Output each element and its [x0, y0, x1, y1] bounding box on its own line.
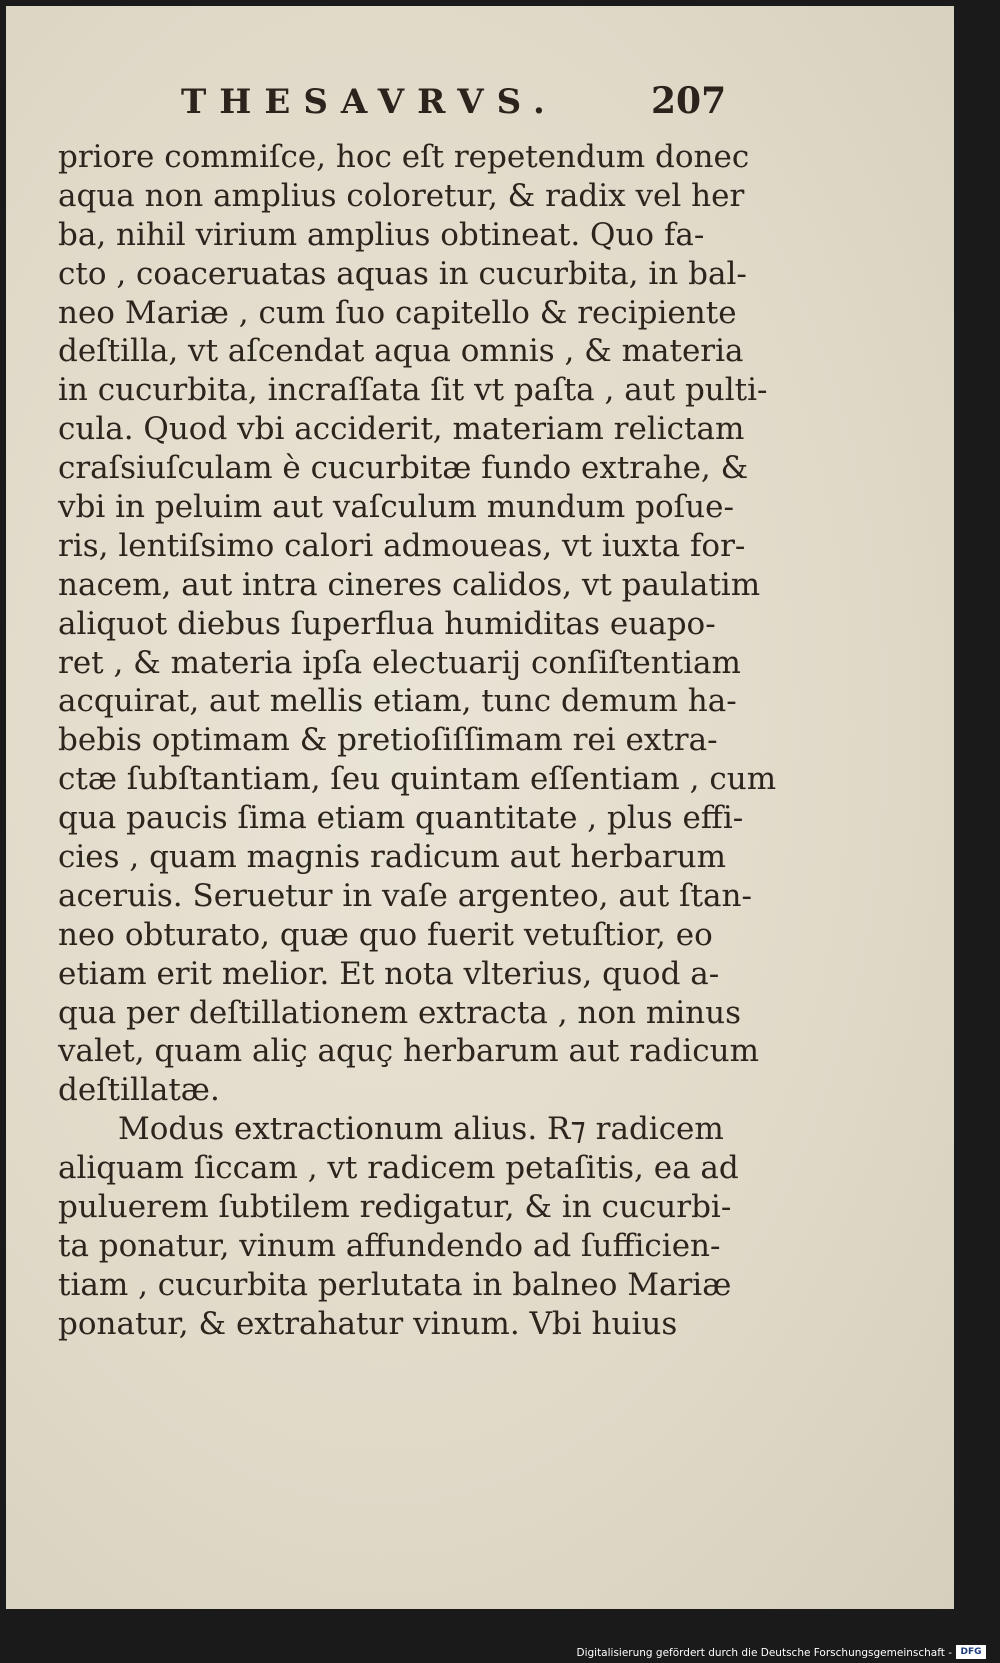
text-line: aqua non amplius coloretur, & radix vel her [58, 177, 745, 214]
text-line: aliquam ſiccam , vt radicem petaſitis, ea ad [58, 1150, 739, 1187]
funding-credit: Digitalisierung gefördert durch die Deutsche Forschungsgemeinschaft - [576, 1647, 952, 1659]
text-line: cula. Quod vbi acciderit, materiam relictam [58, 411, 745, 448]
text-line: deſtillatæ. [58, 1072, 220, 1109]
running-head [6, 68, 954, 128]
text-line: ctæ ſubſtantiam, ſeu quintam eſſentiam , cum [58, 761, 777, 798]
text-line: aceruis. Seruetur in vaſe argenteo, aut ſtan- [58, 877, 752, 914]
book-page [6, 6, 954, 1609]
text-line: ta ponatur, vinum affundendo ad ſufficien- [58, 1227, 721, 1264]
text-line: acquirat, aut mellis etiam, tunc demum ha- [58, 683, 737, 720]
text-line: valet, quam aliç aquç herbarum aut radicum [58, 1033, 760, 1070]
running-title: THESAVRVS. [181, 82, 558, 122]
dfg-logo: DFG [956, 1645, 986, 1659]
text-line: ba, nihil virium amplius obtineat. Quo fa- [58, 216, 705, 253]
text-line: priore commiſce, hoc eſt repetendum donec [58, 139, 750, 175]
text-line: ris, lentiſsimo calori admoueas, vt iuxta for- [58, 527, 746, 564]
text-line: neo Mariæ , cum ſuo capitello & recipiente [58, 294, 737, 331]
text-line: cto , coaceruatas aquas in cucurbita, in bal- [58, 255, 747, 292]
text-line: tiam , cucurbita perlutata in balneo Mariæ [58, 1266, 732, 1303]
text-line: puluerem ſubtilem redigatur, & in cucurbi- [58, 1189, 732, 1226]
body-text [58, 138, 777, 1344]
text-line: bebis optimam & pretioſiſſimam rei extra- [58, 722, 718, 759]
text-line: deſtilla, vt aſcendat aqua omnis , & materia [58, 333, 744, 370]
text-line: qua per deſtillationem extracta , non minus [58, 994, 741, 1031]
text-line: qua paucis ſima etiam quantitate , plus effi- [58, 800, 744, 837]
text-line: nacem, aut intra cineres calidos, vt paulatim [58, 566, 761, 603]
paragraph-start-line: Modus extractionum alius. R⁊ radicem [118, 1111, 724, 1148]
digitization-footer [0, 1609, 1000, 1663]
text-line: craſsiuſculam è cucurbitæ fundo extrahe, & [58, 450, 749, 487]
text-line: vbi in peluim aut vaſculum mundum poſue- [58, 489, 734, 526]
text-line: ponatur, & extrahatur vinum. Vbi huius [58, 1305, 678, 1342]
text-line: etiam erit melior. Et nota vlterius, quod a- [58, 955, 720, 992]
text-line: cies , quam magnis radicum aut herbarum [58, 839, 727, 876]
text-line: neo obturato, quæ quo fuerit vetuſtior, eo [58, 916, 713, 953]
text-line: in cucurbita, incraſſata ſit vt paſta , aut pulti- [58, 372, 768, 409]
page-number: 207 [651, 80, 727, 122]
text-line: ret , & materia ipſa electuarij conſiſtentiam [58, 644, 741, 681]
text-line: aliquot diebus ſuperflua humiditas euapo- [58, 605, 716, 642]
